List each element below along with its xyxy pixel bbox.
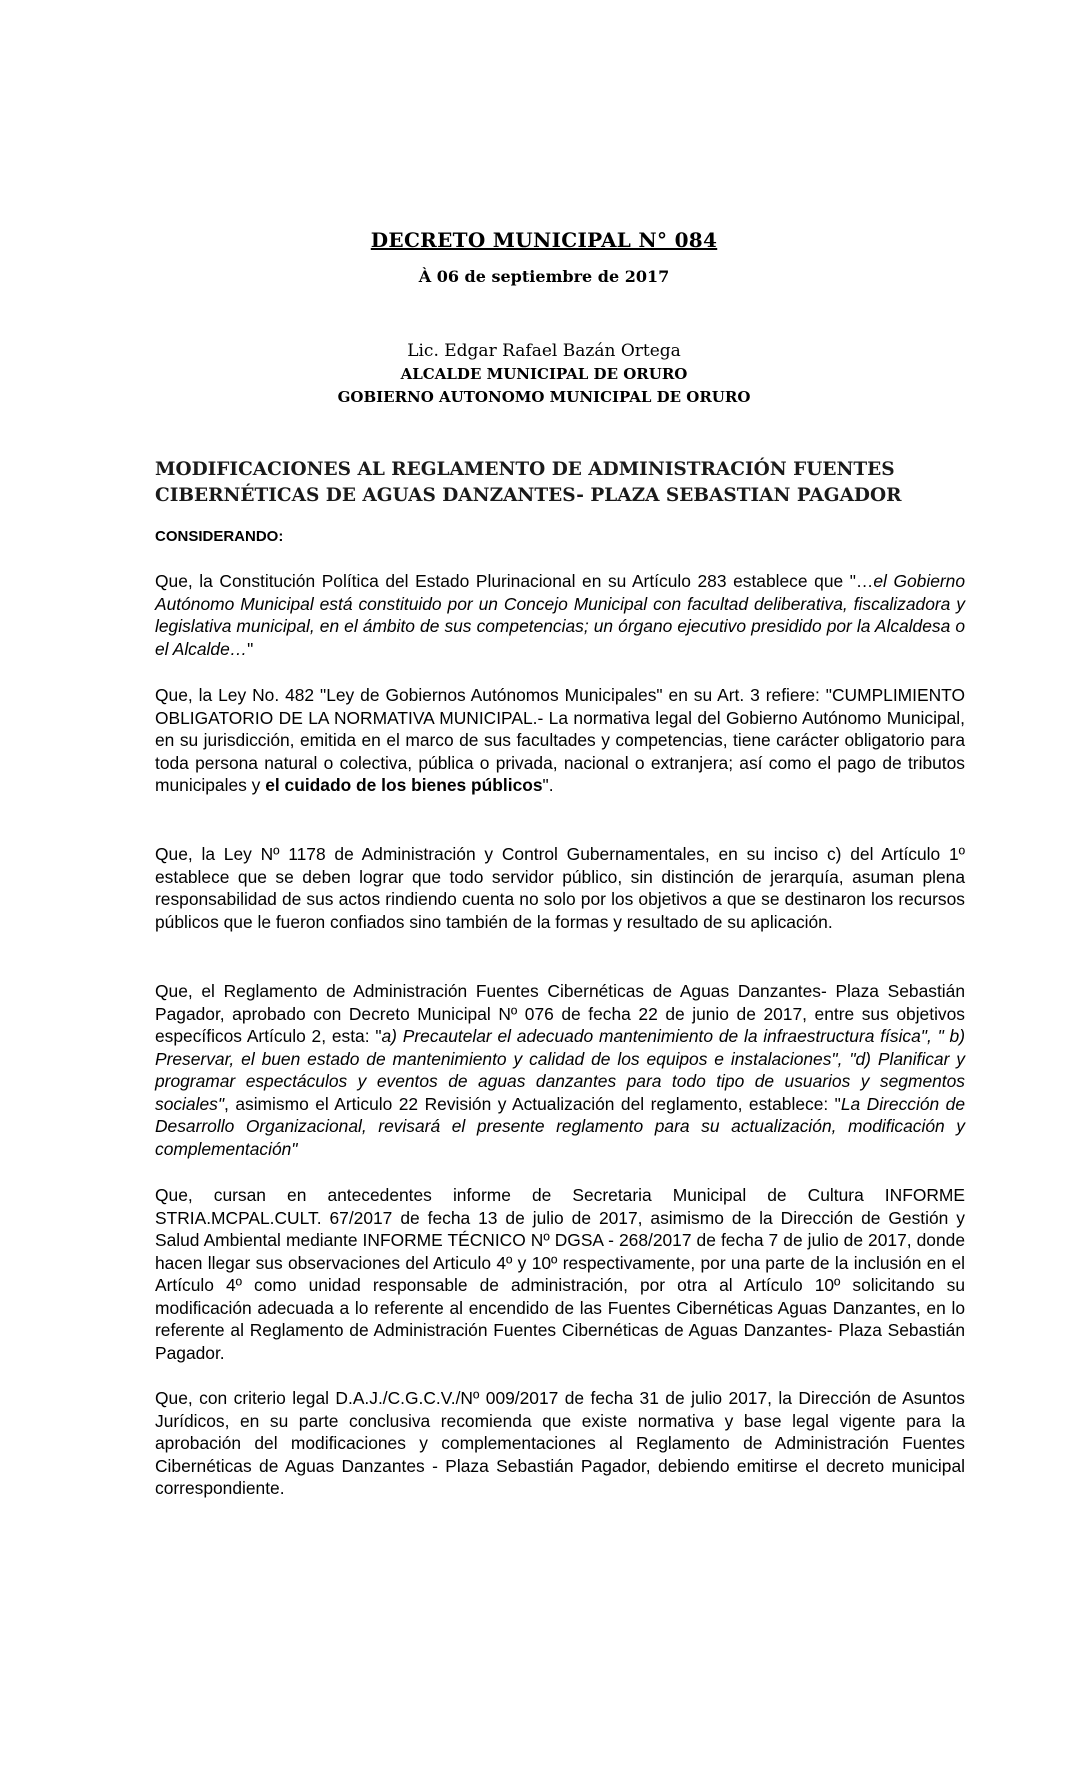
decree-title: DECRETO MUNICIPAL N° 084 [370,228,718,252]
paragraph-quote: el Gobierno Autónomo Municipal está constituido por un Concejo Municipal con facultad deliberativa, fiscalizadora y legislativa municipal, en el ámbito de sus competencias; un órgano ejecutivo presidido por la Alcaldesa o el Alcalde… [155,571,965,659]
paragraph-emphasis: el cuidado de los bienes públicos [265,775,543,795]
paragraph-law-1178: Que, la Ley Nº 1178 de Administración y Control Gubernamentales, en su inciso c) del Artículo 1º establece que se deben lograr que todo servidor público, sin distinción de jerarquía, asuman plena responsabilidad de sus actos rindiendo cuenta no solo por los objetivos a que se destinaron los recursos públicos que le fueron confiados sino también de la formas y resultado de su aplicación. [155,844,965,932]
paragraph-regulation [155,980,965,1160]
signer-role: ALCALDE MUNICIPAL DE ORURO [400,365,688,383]
considerando-heading: CONSIDERANDO: [155,528,284,545]
signer-block [0,340,1088,409]
paragraph-text: ". [542,775,554,795]
paragraph-text: , asimismo el Articulo 22 Revisión y Actualización del reglamento, establece: " [224,1093,841,1114]
paragraph-quote: La Dirección de Desarrollo Organizacional, revisará el presente reglamento para su actualización, modificación y complementación" [155,1093,965,1159]
paragraph-reports: Que, cursan en antecedentes informe de Secretaria Municipal de Cultura INFORME STRIA.MCPAL.CULT. 67/2017 de fecha 13 de julio de 2017, asimismo de la Dirección de Gestión y Salud Ambiental mediante INFORME TÉCNICO Nº DGSA - 268/2017 de fecha 7 de julio de 2017, donde hacen llegar sus observaciones del Articulo 4º y 10º respectivamente, por una parte de la inclusión en el Artículo 4º como unidad responsable de administración, por otra al Artículo 10º solicitando su modificación adecuada a lo referente al encendido de las Fuentes Cibernéticas Aguas Danzantes, en lo referente al Reglamento de Administración Fuentes Cibernéticas de Aguas Danzantes- Plaza Sebastián Pagador. [155,1185,965,1363]
paragraph-text: Que, la Constitución Política del Estado Plurinacional en su Artículo 283 establece que "… [155,571,874,591]
paragraph-constitution [155,570,965,660]
paragraph-text: " [247,638,254,659]
paragraph-quote: a) Precautelar el adecuado mantenimiento de la infraestructura física", " b) Preservar, el buen estado de mantenimiento y calidad de los equipos e instalaciones", "d) Planificar y programar espectáculos y eventos de aguas danzantes para todo tipo de usuarios y segmentos sociales" [155,1026,966,1114]
signer-institution: GOBIERNO AUTONOMO MUNICIPAL DE ORURO [337,388,751,406]
paragraph-law-482 [155,684,965,797]
decree-subject [155,457,945,509]
subject-line: MODIFICACIONES AL REGLAMENTO DE ADMINISTRACIÓN FUENTES [155,459,895,480]
subject-line: CIBERNÉTICAS DE AGUAS DANZANTES- PLAZA SEBASTIAN PAGADOR [155,485,902,506]
paragraph-text: Que, el Reglamento de Administración Fuentes Cibernéticas de Aguas Danzantes- Plaza Sebastián Pagador, aprobado con Decreto Municipal Nº 076 de fecha 22 de junio de 2017, entre sus objetivos específicos Artículo 2, esta: " [155,981,965,1046]
decree-date: À 06 de septiembre de 2017 [418,267,670,286]
paragraph-text: Que, la Ley No. 482 "Ley de Gobiernos Autónomos Municipales" en su Art. 3 refiere: "CUMPLIMIENTO OBLIGATORIO DE LA NORMATIVA MUNICIPAL.- La normativa legal del Gobierno Autónomo Municipal, en su jurisdicción, emitida en el marco de sus facultades y competencias, tiene carácter obligatorio para toda persona natural o colectiva, pública o privada, nacional o extranjera; así como el pago de tributos municipales y [155,685,965,795]
paragraph-legal-criteria: Que, con criterio legal D.A.J./C.G.C.V./Nº 009/2017 de fecha 31 de julio 2017, la Dirección de Asuntos Jurídicos, en su parte conclusiva recomienda que existe normativa y base legal vigente para la aprobación del modificaciones y complementaciones al Reglamento de Administración Fuentes Cibernéticas de Aguas Danzantes - Plaza Sebastián Pagador, debiendo emitirse el decreto municipal correspondiente. [155,1388,965,1498]
signer-name: Lic. Edgar Rafael Bazán Ortega [407,341,681,361]
